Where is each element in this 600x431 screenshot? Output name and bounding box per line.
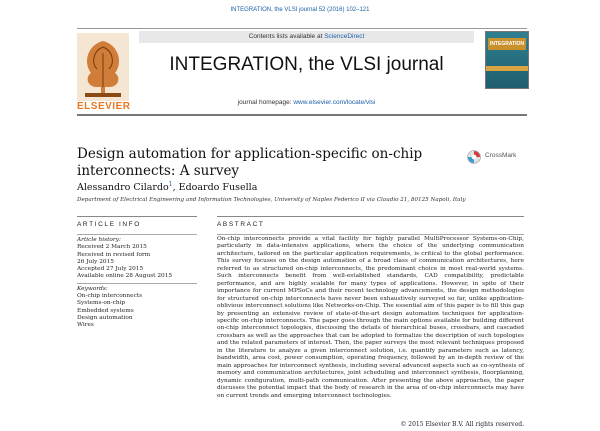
crossmark-label: CrossMark [485,152,517,159]
author-separator: , [172,182,179,194]
crossmark-badge[interactable] [467,150,527,164]
sciencedirect-link[interactable]: ScienceDirect [324,33,365,40]
journal-homepage [139,99,474,106]
homepage-link[interactable]: www.elsevier.com/locate/vlsi [293,99,376,106]
abstract-heading-rule [217,216,524,217]
author-list [77,181,257,193]
author-name[interactable]: Edoardo Fusella [178,182,258,194]
copyright-notice: © 2015 Elsevier B.V. All rights reserved. [400,421,524,428]
history-label: Article history: [77,237,121,243]
crossmark-icon [467,150,481,164]
elsevier-tree-logo [77,33,129,101]
masthead-bottom-rule [77,114,527,116]
history-entry: Accepted 27 July 2015 [77,266,144,273]
abstract-top-rule [217,234,524,235]
keyword: Embedded systems [77,307,134,314]
keyword: Design automation [77,314,133,321]
contents-bar [139,31,474,43]
cover-band [486,66,528,71]
article-info-heading: ARTICLE INFO [77,221,141,228]
author-name[interactable]: Alessandro Cilardo [77,182,169,194]
article-info [77,238,197,330]
masthead-top-rule [77,28,527,29]
history-entry: Available online 28 August 2015 [77,273,173,280]
running-head: INTEGRATION, the VLSI journal 52 (2016) 102–121 [230,7,370,13]
abstract-text: On-chip interconnects provide a vital facility for highly parallel MultiProcessor Systems-on-Chip, particularly in data-intensive applications, where the choice of the underlying communication architecture, tailored on the particular application requirements, is critical to the global performance. This survey focuses on the design automation of a broad class of communication architectures, here referred to as structured on-chip interconnects, the predominant choice in most real-world systems. Such interconnects benefit from well-established standards, CAD compatibility, predictable performance, and are highly scalable for many types of applications. However, in spite of their importance for current MPSoCs and their recent technology advancements, the design methodologies for structured on-chip interconnects have never been exhaustively surveyed so far, unlike application-oblivious interconnect solutions like Networks-on-Chip. The essential aim of this paper is to fill this gap by presenting an extensive review of state-of-the-art design automation techniques for application-specific on-chip interconnects. The paper goes through the main options available for building different on-chip interconnect topologies, discussing the details of hierarchical buses, crossbars, and cascaded crossbars as well as the approaches that can be adopted to formalize the description of such topologies and the related parameters of interest. Then, the paper surveys the most relevant techniques proposed in the literature to analyze a given interconnect solution, i.e. quantify parameters such as latency, bandwidth, area cost, power consumption, operating frequency, followed by an in-depth review of the main approaches for interconnect synthesis, including several advanced aspects such as co-synthesis of memory and communication architectures, joint scheduling and interconnect synthesis, floorplanning, dynamic configuration, multi-path communication. After presenting the above approaches, the paper discusses the potential impact that the body of research in the area of on-chip interconnects may have on current trends and emerging interconnect technologies. [217,236,524,399]
journal-cover-thumbnail [485,31,529,89]
homepage-prefix: journal homepage: [237,99,294,106]
keyword: Systems-on-chip [77,300,126,307]
journal-masthead [77,28,527,116]
keywords-label: Keywords: [77,285,108,292]
history-entry: Received 2 March 2015 [77,244,147,251]
paper-title: Design automation for application-specific on-chip interconnects: A survey [77,146,423,179]
abstract-heading: ABSTRACT [217,221,265,228]
history-entry: 26 July 2015 [77,258,115,265]
contents-prefix: Contents lists available at [248,33,325,40]
history-entry: Received in revised form [77,251,151,258]
info-divider [77,234,197,235]
info-divider [77,283,197,284]
elsevier-wordmark: ELSEVIER [77,101,131,112]
keyword: Wires [77,322,94,329]
author-footnote-mark[interactable]: 1 [168,181,173,188]
author-affiliation: Department of Electrical Engineering and Information Technologies, University of Naples Federico II via Claudio 21, 80125 Napoli, Italy [77,197,466,203]
cover-title: INTEGRATION [488,38,526,50]
keyword: On-chip interconnects [77,293,143,300]
journal-title: INTEGRATION, the VLSI journal [169,54,444,75]
info-heading-rule [77,216,197,217]
